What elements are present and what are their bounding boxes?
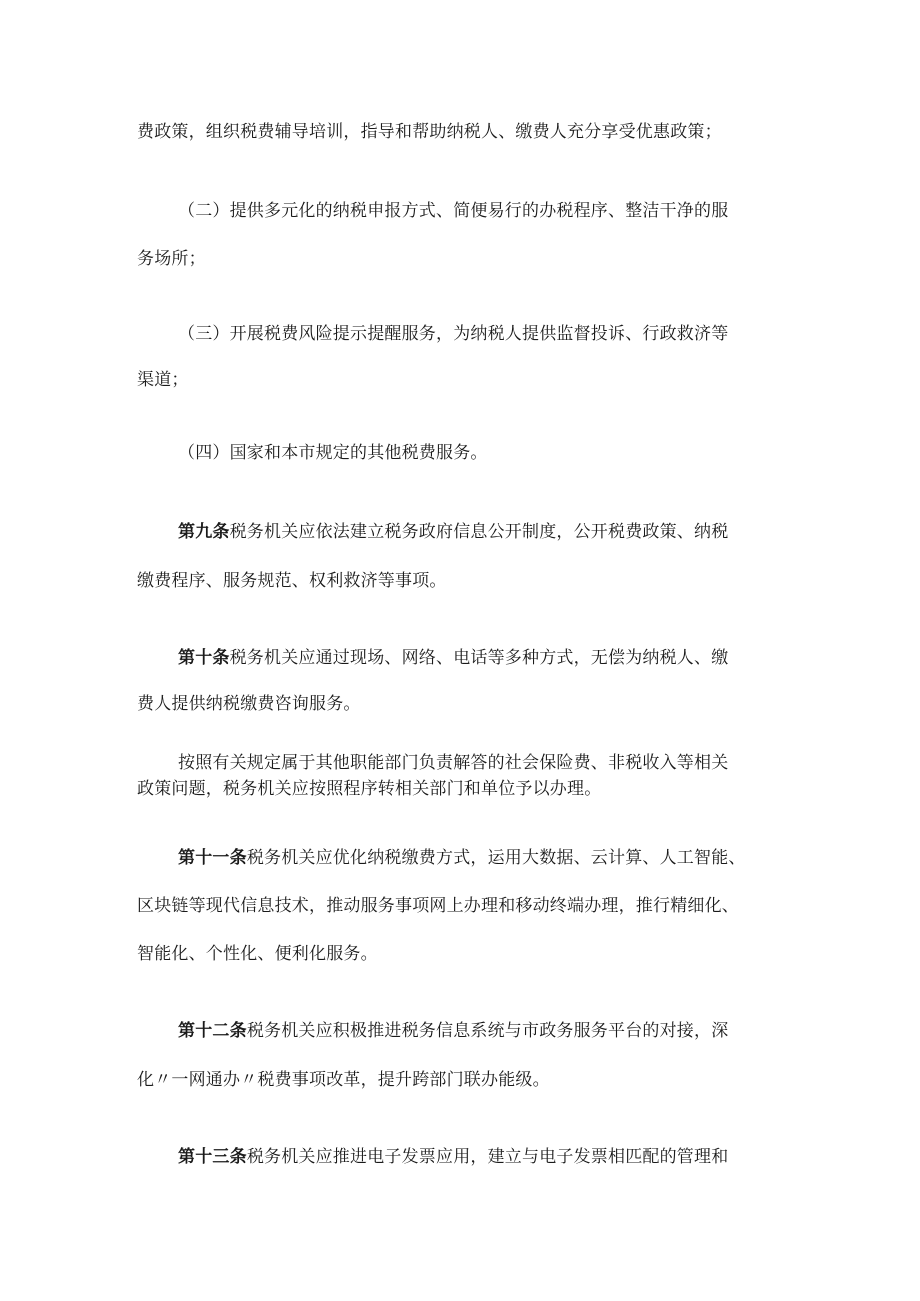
article-number: 第十条 [178,648,230,668]
article-number: 第十一条 [178,848,247,868]
paragraph-line: （三）开展税费风险提示提醒服务，为纳税人提供监督投诉、行政救济等 [178,324,729,344]
article-number: 第十三条 [178,1147,247,1167]
paragraph-line: 按照有关规定属于其他职能部门负责解答的社会保险费、非税收入等相关 [178,753,729,773]
paragraph-line: 智能化、个性化、便利化服务。 [137,944,378,964]
paragraph-line: 化〃一网通办〃税费事项改革，提升跨部门联办能级。 [137,1070,550,1090]
paragraph-line: 费政策，组织税费辅导培训，指导和帮助纳税人、缴费人充分享受优惠政策； [137,122,722,142]
article-line [178,1145,728,1169]
paragraph-line: （四）国家和本市规定的其他税费服务。 [178,443,488,463]
paragraph-line: （二）提供多元化的纳税申报方式、简便易行的办税程序、整洁干净的服 [178,201,729,221]
article-text: 税务机关应推进电子发票应用，建立与电子发票相匹配的管理和 [246,1147,729,1167]
article-number: 第十二条 [178,1021,247,1041]
paragraph-line: 区块链等现代信息技术，推动服务事项网上办理和移动终端办理，推行精细化、 [137,896,739,916]
article-line [178,520,728,544]
article-line [178,846,746,870]
paragraph-line: 务场所； [137,249,206,269]
paragraph-line: 渠道； [137,370,189,390]
paragraph-line: 费人提供纳税缴费咨询服务。 [137,694,361,714]
article-text: 税务机关应积极推进税务信息系统与市政务服务平台的对接，深 [246,1021,729,1041]
article-line [178,646,728,670]
article-line [178,1019,728,1043]
paragraph-line: 缴费程序、服务规范、权利救济等事项。 [137,571,447,591]
article-number: 第九条 [178,522,230,542]
article-text: 税务机关应优化纳税缴费方式，运用大数据、云计算、人工智能、 [246,848,746,868]
article-text: 税务机关应依法建立税务政府信息公开制度，公开税费政策、纳税 [229,522,729,542]
article-text: 税务机关应通过现场、网络、电话等多种方式，无偿为纳税人、缴 [229,648,729,668]
paragraph-line: 政策问题，税务机关应按照程序转相关部门和单位予以办理。 [137,779,602,799]
